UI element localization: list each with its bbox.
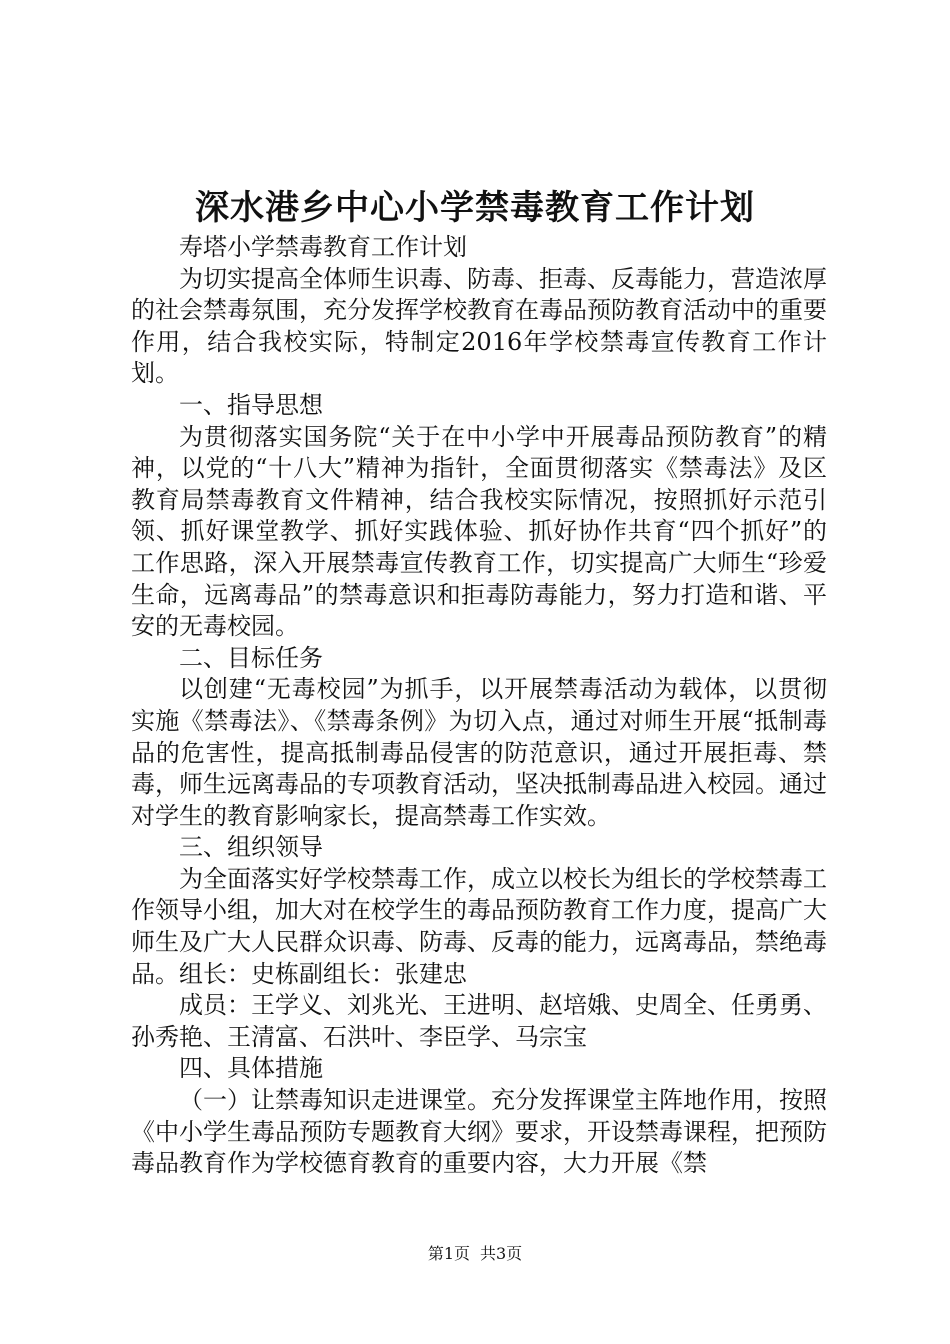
document-body: [131, 232, 827, 1180]
paragraph-guiding-ideology: 为贯彻落实国务院“关于在中小学中开展毒品预防教育”的精神，以党的“十八大”精神为指针，全面贯彻落实《禁毒法》及区教育局禁毒教育文件精神，结合我校实际情况，按照抓好示范引领、抓好课堂教学、抓好实践体验、抓好协作共育“四个抓好”的工作思路，深入开展禁毒宣传教育工作，切实提高广大师生“珍爱生命，远离毒品”的禁毒意识和拒毒防毒能力，努力打造和谐、平安的无毒校园。: [131, 422, 827, 641]
document-title: 深水港乡中心小学禁毒教育工作计划: [195, 188, 755, 228]
paragraph-organization: 为全面落实好学校禁毒工作，成立以校长为组长的学校禁毒工作领导小组，加大对在校学生的毒品预防教育工作力度，提高广大师生及广大人民群众识毒、防毒、反毒的能力，远离毒品，禁绝毒品。组长：史栋副组长：张建忠: [131, 864, 827, 988]
paragraph-subtitle: 寿塔小学禁毒教育工作计划: [179, 233, 467, 261]
paragraph-measure-1: （一）让禁毒知识走进课堂。充分发挥课堂主阵地作用，按照《中小学生毒品预防专题教育大纲》要求，开设禁毒课程，把预防毒品教育作为学校德育教育的重要内容，大力开展《禁: [131, 1086, 827, 1178]
paragraph-intro: 为切实提高全体师生识毒、防毒、拒毒、反毒能力，营造浓厚的社会禁毒氛围，充分发挥学校教育在毒品预防教育活动中的重要作用，结合我校实际，特制定2016年学校禁毒宣传教育工作计划。: [131, 264, 827, 388]
paragraph-members: 成员：王学义、刘兆光、王进明、赵培娥、史周全、任勇勇、孙秀艳、王清富、石洪叶、李臣学、马宗宝: [131, 991, 827, 1051]
page-number-total: 共3页: [480, 1244, 523, 1263]
page-footer: [0, 1242, 950, 1266]
paragraph-goals: 以创建“无毒校园”为抓手，以开展禁毒活动为载体，以贯彻实施《禁毒法》、《禁毒条例》为切入点，通过对师生开展“抵制毒品的危害性，提高抵制毒品侵害的防范意识，通过开展拒毒、禁毒，师生远离毒品的专项教育活动，坚决抵制毒品进入校园。通过对学生的教育影响家长，提高禁毒工作实效。: [131, 675, 827, 830]
page-number-current: 第1页: [427, 1244, 470, 1263]
section-heading-guiding-ideology: 一、指导思想: [179, 390, 323, 419]
section-heading-measures: 四、具体措施: [179, 1054, 323, 1083]
section-heading-organization: 三、组织领导: [179, 833, 323, 862]
section-heading-goals: 二、目标任务: [179, 643, 323, 672]
